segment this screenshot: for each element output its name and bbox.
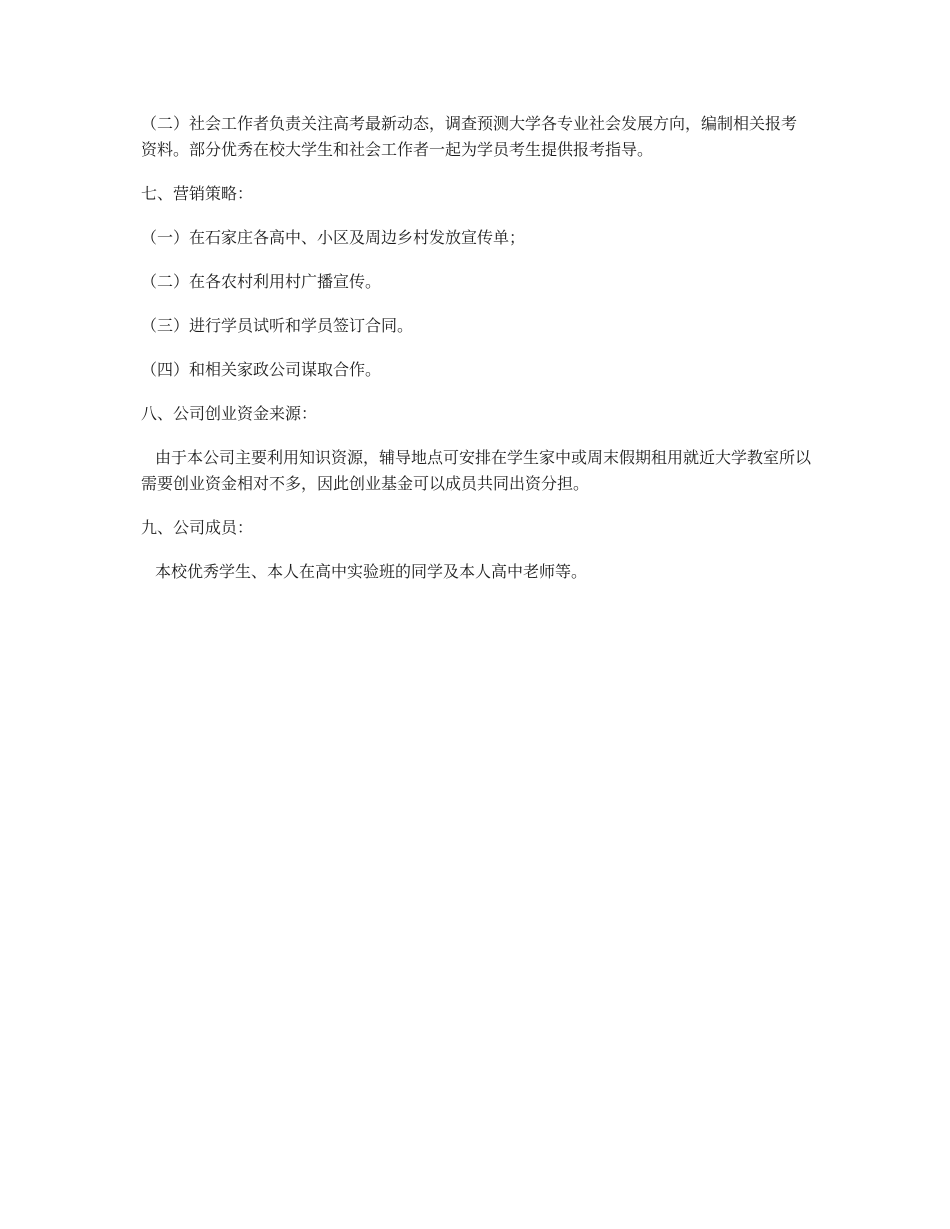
- list-item-trial-contract: （三）进行学员试听和学员签订合同。: [141, 316, 414, 335]
- heading-startup-funding: 八、公司创业资金来源：: [141, 404, 318, 423]
- paragraph-funding-source: 由于本公司主要利用知识资源，辅导地点可安排在学生家中或周末假期租用就近大学教室所以需要创业资金相对不多，因此创业基金可以成员共同出资分担。: [141, 448, 812, 493]
- list-item-village-broadcast: （二）在各农村利用村广播宣传。: [141, 272, 382, 291]
- paragraph-members: 本校优秀学生、本人在高中实验班的同学及本人高中老师等。: [155, 562, 588, 581]
- document-body: [141, 111, 811, 603]
- heading-company-members: 九、公司成员：: [141, 518, 254, 537]
- list-item-housekeeping-cooperation: （四）和相关家政公司谋取合作。: [141, 360, 382, 379]
- list-item-flyers: （一）在石家庄各高中、小区及周边乡村发放宣传单；: [141, 228, 526, 247]
- paragraph-social-workers: （二）社会工作者负责关注高考最新动态，调查预测大学各专业社会发展方向，编制相关报考资料。部分优秀在校大学生和社会工作者一起为学员考生提供报考指导。: [141, 114, 798, 159]
- heading-marketing-strategy: 七、营销策略：: [141, 184, 254, 203]
